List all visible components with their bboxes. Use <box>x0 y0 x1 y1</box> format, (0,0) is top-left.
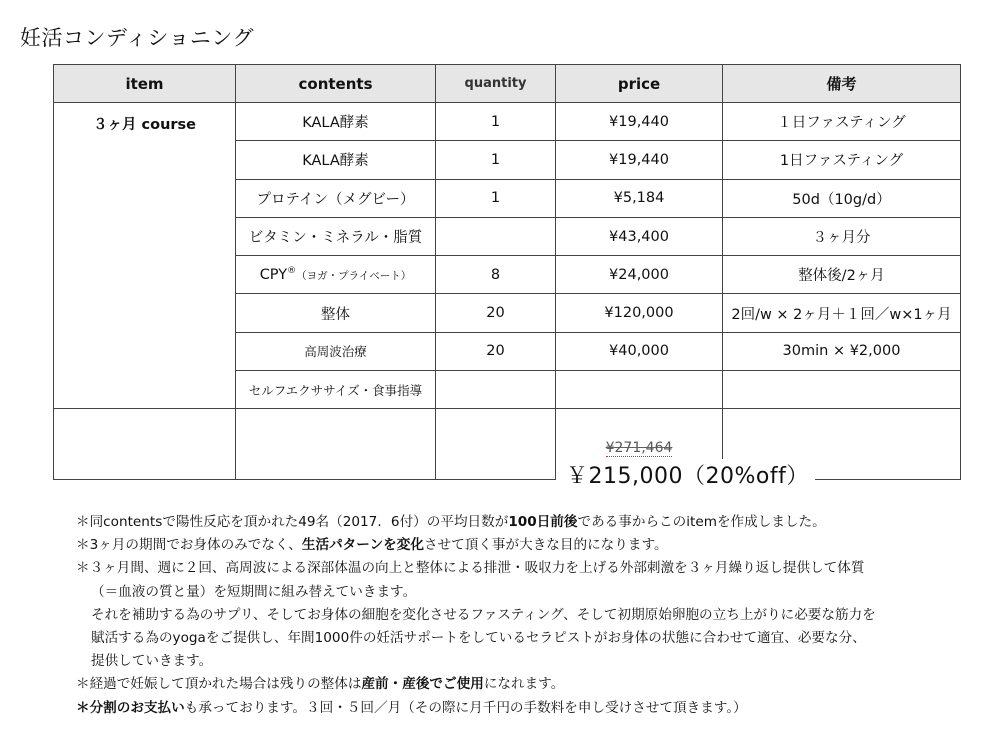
quantity-cell: 1 <box>436 103 556 141</box>
registered-mark: ® <box>287 266 297 277</box>
note-line <box>76 511 976 534</box>
header-item: item <box>54 65 236 103</box>
note-cell: １日ファスティング <box>723 103 961 141</box>
quantity-cell: 1 <box>436 179 556 217</box>
quantity-cell: 20 <box>436 332 556 370</box>
note-line: （＝血液の質と量）を短期間に組み替えていきます。 <box>91 583 417 600</box>
note-line: ＊３ヶ月間、週に２回、高周波による深部体温の向上と整体による排泄・吸収力を上げる外部刺激を３ヶ月繰り返し提供して体質 <box>76 560 865 577</box>
note-line: 賦活する為のyogaをご提供し、年間1000件の妊活サポートをしているセラピストがお身体の状態に合わせて適宜、必要な分、 <box>91 630 866 647</box>
quantity-cell: 20 <box>436 294 556 332</box>
header-price: price <box>556 65 723 103</box>
note-emphasis: ＊ <box>76 699 90 716</box>
note-text: ＊同contentsで陽性反応を頂かれた49名（2017．6付）の平均日数が <box>76 514 509 530</box>
total-contents-cell <box>236 409 436 480</box>
quantity-cell <box>436 217 556 255</box>
cpy-sublabel: （ヨガ・プライベート） <box>296 270 412 283</box>
price-cell: ¥19,440 <box>556 103 723 141</box>
note-text: も承っております。３回・５回／月（その際に月千円の手数料を申し受けさせて頂きます。） <box>184 699 747 716</box>
note-cell: 50d（10g/d） <box>723 179 961 217</box>
note-text: である事からこのitemを作成しました。 <box>577 514 826 530</box>
table-row <box>54 103 961 141</box>
price-cell: ¥24,000 <box>556 256 723 294</box>
note-line <box>76 534 976 557</box>
note-cell: 2回/w × 2ヶ月＋１回／w×1ヶ月 <box>723 294 961 332</box>
cpy-label: CPY <box>259 267 288 284</box>
quantity-cell: 8 <box>436 256 556 294</box>
price-cell: ¥43,400 <box>556 217 723 255</box>
header-contents: contents <box>236 65 436 103</box>
price-cell: ¥120,000 <box>556 294 723 332</box>
note-cell <box>723 371 961 409</box>
total-item-cell <box>54 409 236 480</box>
contents-cell: 高周波治療 <box>236 332 436 370</box>
header-quantity: quantity <box>436 65 556 103</box>
price-table-container <box>53 64 960 489</box>
header-notes: 備考 <box>723 65 961 103</box>
quantity-cell <box>436 371 556 409</box>
price-cell <box>556 371 723 409</box>
notes-section <box>76 511 976 720</box>
contents-cell <box>236 256 436 294</box>
note-emphasis: 100日前後 <box>508 514 578 530</box>
contents-cell: 整体 <box>236 294 436 332</box>
contents-cell: KALA酵素 <box>236 141 436 179</box>
price-table <box>53 64 961 480</box>
note-emphasis: 生活パターンを変化 <box>301 537 424 554</box>
note-line <box>76 673 976 696</box>
note-emphasis: 産前・産後でご使用 <box>361 676 484 693</box>
price-cell: ¥5,184 <box>556 179 723 217</box>
quantity-cell: 1 <box>436 141 556 179</box>
note-emphasis: 分割のお支払い <box>89 699 185 716</box>
final-total: ￥215,000（20%off） <box>560 459 815 490</box>
original-total: ¥271,464 <box>605 440 673 457</box>
price-cell: ¥19,440 <box>556 141 723 179</box>
note-line: それを補助する為のサプリ、そしてお身体の細胞を変化させるファスティング、そして初期原始卵胞の立ち上がりに必要な筋力を <box>91 606 876 623</box>
note-text: させて頂く事が大きな目的になります。 <box>423 537 668 554</box>
note-cell: 整体後/2ヶ月 <box>723 256 961 294</box>
note-text: ＊経過で妊娠して頂かれた場合は残りの整体は <box>76 676 362 693</box>
item-cell: ３ヶ月 course <box>54 103 236 409</box>
contents-cell: KALA酵素 <box>236 103 436 141</box>
table-header-row <box>54 65 961 103</box>
contents-cell: プロテイン（メグビー） <box>236 179 436 217</box>
note-line <box>76 697 976 720</box>
total-row <box>54 409 961 480</box>
price-cell: ¥40,000 <box>556 332 723 370</box>
page-title: 妊活コンディショニング <box>20 26 254 50</box>
note-text: になれます。 <box>483 676 565 693</box>
note-cell: ３ヶ月分 <box>723 217 961 255</box>
contents-cell: ビタミン・ミネラル・脂質 <box>236 217 436 255</box>
note-line: 提供していきます。 <box>91 653 213 670</box>
total-quantity-cell <box>436 409 556 480</box>
note-text: ＊3ヶ月の期間でお身体のみでなく、 <box>76 537 302 554</box>
contents-cell: セルフエクササイズ・食事指導 <box>236 371 436 409</box>
note-cell: 1日ファスティング <box>723 141 961 179</box>
note-cell: 30min × ¥2,000 <box>723 332 961 370</box>
